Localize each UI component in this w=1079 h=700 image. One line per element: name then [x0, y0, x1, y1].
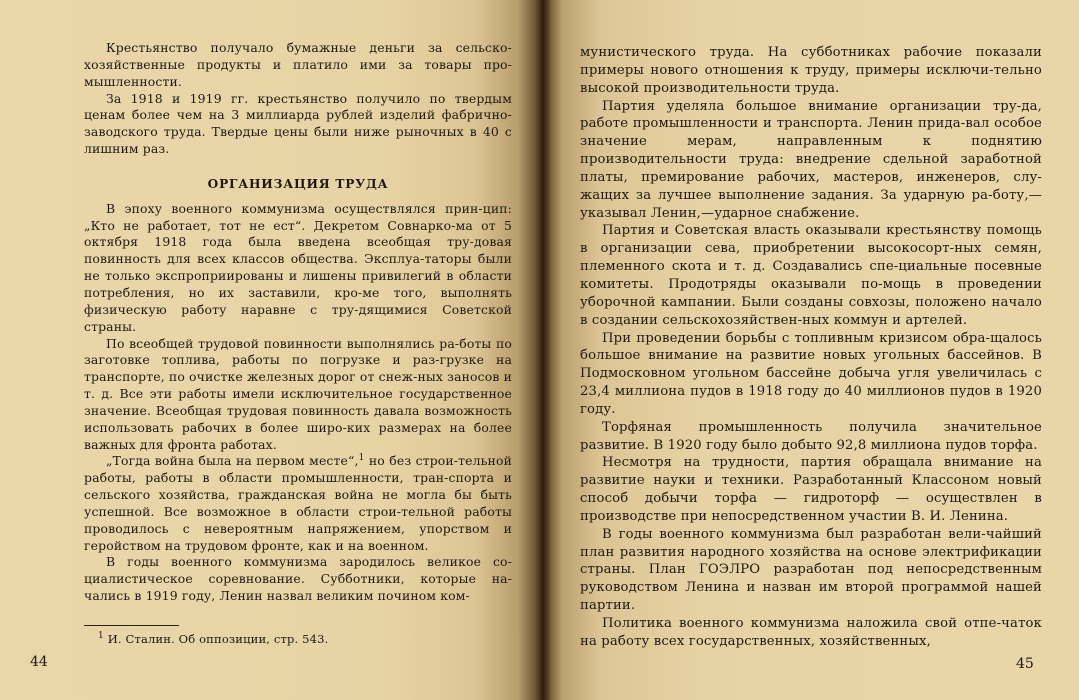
book-gutter: [536, 0, 550, 700]
right-paragraph-8: Политика военного коммунизма наложила свой отпе-чаток на работу всех государственных, хозяйственных,: [580, 616, 1042, 649]
footnote-number: 1: [98, 631, 104, 642]
right-paragraph-4: При проведении борьбы с топливным кризисом обра-щалось большое внимание на развитие новых угольных бассейнов. В Подмосковном угольном бассейне добыча угля увеличилась с 23,4 миллиона пудов в 1918 году до 40 миллионов пудов в 1920 году.: [580, 330, 1042, 417]
right-paragraph-7: В годы военного коммунизма был разработан вели-чайший план развития народного хозяйства на основе электрификации страны. План ГОЭЛРО разработан под непосредственным руководством Ленина и назван им второй программой нашей партии.: [580, 526, 1042, 614]
section-heading: ОРГАНИЗАЦИЯ ТРУДА: [207, 176, 389, 191]
left-paragraph-1: Крестьянство получало бумажные деньги за сельско-хозяйственные продукты и платило ими за товары про-мышленности.: [84, 40, 512, 89]
left-paragraph-quote: [84, 453, 512, 554]
footnote-marker: 1: [358, 453, 365, 464]
right-paragraph-2: Партия уделяла большое внимание организации тру-да, работе промышленности и транспорта. Ленин прида-вал особое значение мерам, направленным к поднятию производительности труда: внедрение сдельной заработной платы, премирование рабочих, мастеров, инженеров, слу-жащих за лучшее выполнение задания. За ударную ра-боту,—указывал Ленин,—ударное снабжение.: [580, 98, 1042, 221]
page-number-right: 45: [1016, 656, 1034, 672]
footnote-text: И. Сталин. Об оппозиции, стр. 543.: [107, 632, 329, 646]
right-paragraph-6: Несмотря на трудности, партия обращала внимание на развитие науки и техники. Разработанный Классоном новый способ добычи торфа — гидроторф — осуществлен в производстве при непосредственном участии В. И. Ленина.: [580, 455, 1042, 524]
footnote: [84, 632, 512, 647]
quote-text: „Тогда война была на первом месте“,: [106, 453, 359, 469]
right-paragraph-3: Партия и Советская власть оказывали крестьянству помощь в организации сева, приобретении высокосорт-ных семян, племенного скота и т. д. Создавались спе-циальные посевные комитеты. Продотряды оказывали по-мощь в проведении уборочной кампании. Были созданы совхозы, положено начало в создании сельскохозяйствен-ных коммун и артелей.: [580, 223, 1042, 328]
page-number-left: 44: [30, 654, 48, 670]
left-text-column: [84, 40, 512, 647]
right-paragraph-5: Торфяная промышленность получила значительное развитие. В 1920 году было добыто 92,8 миллиона пудов торфа.: [580, 419, 1042, 453]
footnote-rule: [84, 625, 179, 626]
left-paragraph-last: В годы военного коммунизма зародилось великое со-циалистическое соревнование. Субботники, которые на-чались в 1919 году, Ленин назвал великим почином ком-: [84, 554, 512, 604]
left-paragraph-2: За 1918 и 1919 гг. крестьянство получило по твердым ценам более чем на 3 миллиарда рублей изделий фабрично-заводского труда. Твердые цены были ниже рыночных в 40 с лишним раз.: [84, 90, 512, 157]
right-text-column: [580, 44, 1042, 651]
left-paragraph-4: По всеобщей трудовой повинности выполнялись ра-боты по заготовке топлива, работы по погрузке и раз-грузке на транспорте, по очистке железных дорог от снеж-ных заносов и т. д. Все эти работы имели исключительное государственное значение. Всеобщая трудовая повинность давала возможность использовать рабочих в более широ-ких размерах на более важных для фронта работах.: [84, 335, 512, 452]
left-paragraph-3: В эпоху военного коммунизма осуществлялся прин-цип: „Кто не работает, тот не ест“. Декретом Совнарко-ма от 5 октября 1918 года была введена всеобщая тру-довая повинность для всех классов общества. Эксплуа-таторы были не только экспроприированы и лишены привилегий в области потребления, но их заставили, кро-ме того, выполнять физическую работу наравне с тру-дящимися Советской страны.: [84, 200, 512, 334]
quote-continuation: но без строи-тельной работы, работы в области промышленности, тран-спорта и сельского хозяйства, гражданская война не могла бы быть успешной. Все возможное в области строи-тельной работы проводилось с невероятным напряжением, упорством и геройством на трудовом фронте, как и на военном.: [84, 453, 512, 553]
right-page: [546, 0, 1079, 700]
right-paragraph-1: мунистического труда. На субботниках рабочие показали примеры нового отношения к труду, примеры исключи-тельно высокой производительности труда.: [580, 45, 1042, 96]
